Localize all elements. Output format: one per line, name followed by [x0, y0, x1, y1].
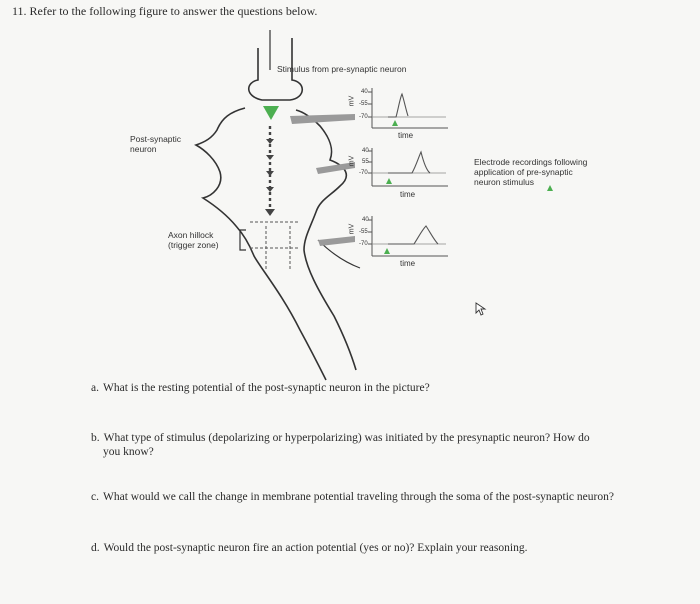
stimulus-label: Stimulus from pre-synaptic neuron: [277, 64, 407, 74]
trace-2-tick-low: -70: [359, 170, 368, 176]
question-d: d. Would the post-synaptic neuron fire an action potential (yes or no)? Explain your reasoning.: [91, 542, 528, 554]
question-a: a. What is the resting potential of the post-synaptic neuron in the picture?: [91, 382, 430, 394]
trace-3-time: time: [400, 259, 416, 268]
trace-2-unit: mV: [348, 155, 356, 167]
axon-hillock-label: Axon hillock (trigger zone): [168, 230, 219, 250]
trace-3: [368, 216, 448, 256]
electrode-recordings-label: Electrode recordings following application of pre-synaptic neuron stimulus: [474, 157, 588, 187]
question-header: 11. Refer to the following figure to answer the questions below.: [12, 4, 318, 18]
question-b: b. What type of stimulus (depolarizing or hyperpolarizing) was initiated by the presynaptic neuron? How do you know?: [91, 432, 590, 458]
trace-1-tick-top: 40: [361, 89, 368, 95]
trace-3-tick-mid: -55: [359, 229, 368, 235]
trace-2-time: time: [400, 190, 416, 199]
trace-1-time: time: [398, 131, 414, 140]
trace-1-unit: mV: [348, 95, 356, 107]
postsynaptic-label: Post-synaptic neuron: [130, 134, 182, 154]
question-c: c. What would we call the change in membrane potential traveling through the soma of the post-synaptic neuron?: [91, 491, 614, 503]
electrode-3: [318, 236, 355, 246]
trace-3-unit: mV: [348, 223, 356, 235]
trace-2-tick-mid: 55: [362, 159, 369, 165]
synapse-marker: [263, 106, 279, 120]
trace-1-tick-low: -70: [359, 114, 368, 120]
trace-3-tick-top: 40: [362, 217, 369, 223]
trace-2-tick-top: 40: [362, 148, 369, 154]
trace-2: [368, 148, 448, 186]
trace-1: [368, 88, 448, 128]
trace-3-tick-low: -70: [359, 241, 368, 247]
electrode-1: [290, 114, 355, 124]
mouse-cursor-icon: [474, 302, 488, 316]
trace-1-tick-mid: -55: [359, 101, 368, 107]
